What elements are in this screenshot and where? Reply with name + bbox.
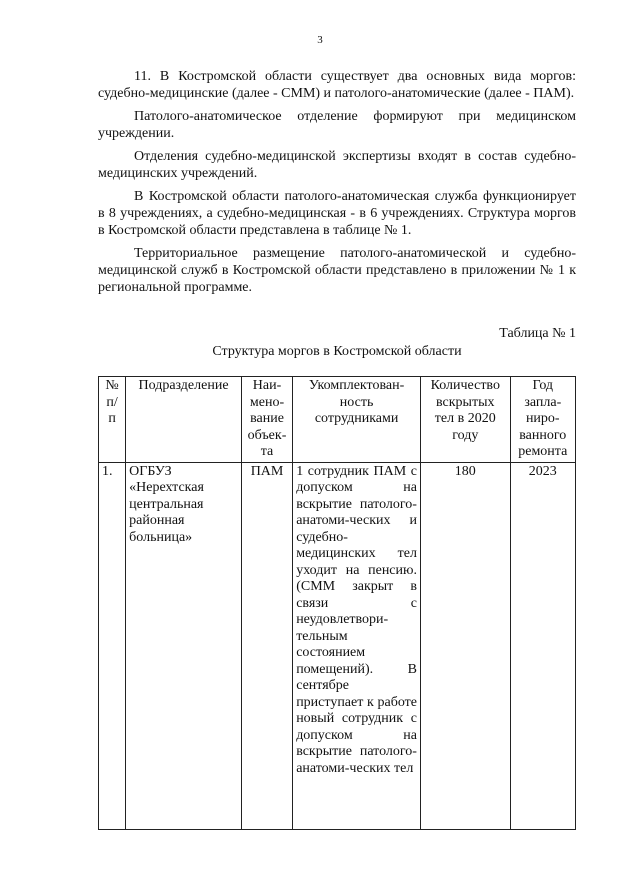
paragraph: Патолого-анатомическое отделение формируют при медицинском учреждении. xyxy=(98,109,576,141)
paragraph: 11. В Костромской области существует два основных вида моргов: судебно-медицинские (далее - СММ) и патолого-анатомические (далее - ПАМ). xyxy=(98,69,576,101)
header-type: Наи- мено- вание объек- та xyxy=(241,377,292,463)
body-text xyxy=(98,68,576,302)
header-staff: Укомплектован- ность сотрудниками xyxy=(293,377,421,463)
paragraph: В Костромской области патолого-анатомическая служба функционирует в 8 учреждениях, а судебно-медицинская - в 6 учреждениях. Структура моргов в Костромской области представлена в таблице № 1. xyxy=(98,189,576,238)
cell-staff: 1 сотрудник ПАМ с допуском на вскрытие патолого-анатоми-ческих и судебно-медицинских тел уходит на пенсию. (СММ закрыт в связи с неудовлетвори-тельным состоянием помещений). В сентябре приступает к работе новый сотрудник с допуском на вскрытие патолого-анатоми-ческих тел xyxy=(293,462,421,829)
paragraph: Территориальное размещение патолого-анатомической и судебно-медицинской служб в Костромской области представлено в приложении № 1 к региональной программе. xyxy=(98,246,576,295)
table-title: Структура моргов в Костромской области xyxy=(212,344,462,359)
header-year: Год запла- ниро- ванного ремонта xyxy=(510,377,575,463)
table-row xyxy=(99,462,576,829)
cell-division: ОГБУЗ «Нерехтская центральная районная больница» xyxy=(126,462,242,829)
header-count: Количество вскрытых тел в 2020 году xyxy=(420,377,510,463)
header-no: № п/ п xyxy=(99,377,126,463)
cell-type: ПАМ xyxy=(241,462,292,829)
table-header-row xyxy=(99,377,576,463)
table-number: Таблица № 1 xyxy=(499,326,576,341)
morgue-structure-table xyxy=(98,376,576,830)
cell-year: 2023 xyxy=(510,462,575,829)
header-division: Подразделение xyxy=(126,377,242,463)
page-number: 3 xyxy=(317,34,323,46)
paragraph: Отделения судебно-медицинской экспертизы входят в состав судебно-медицинских учреждений. xyxy=(98,149,576,181)
cell-count: 180 xyxy=(420,462,510,829)
cell-no: 1. xyxy=(99,462,126,829)
